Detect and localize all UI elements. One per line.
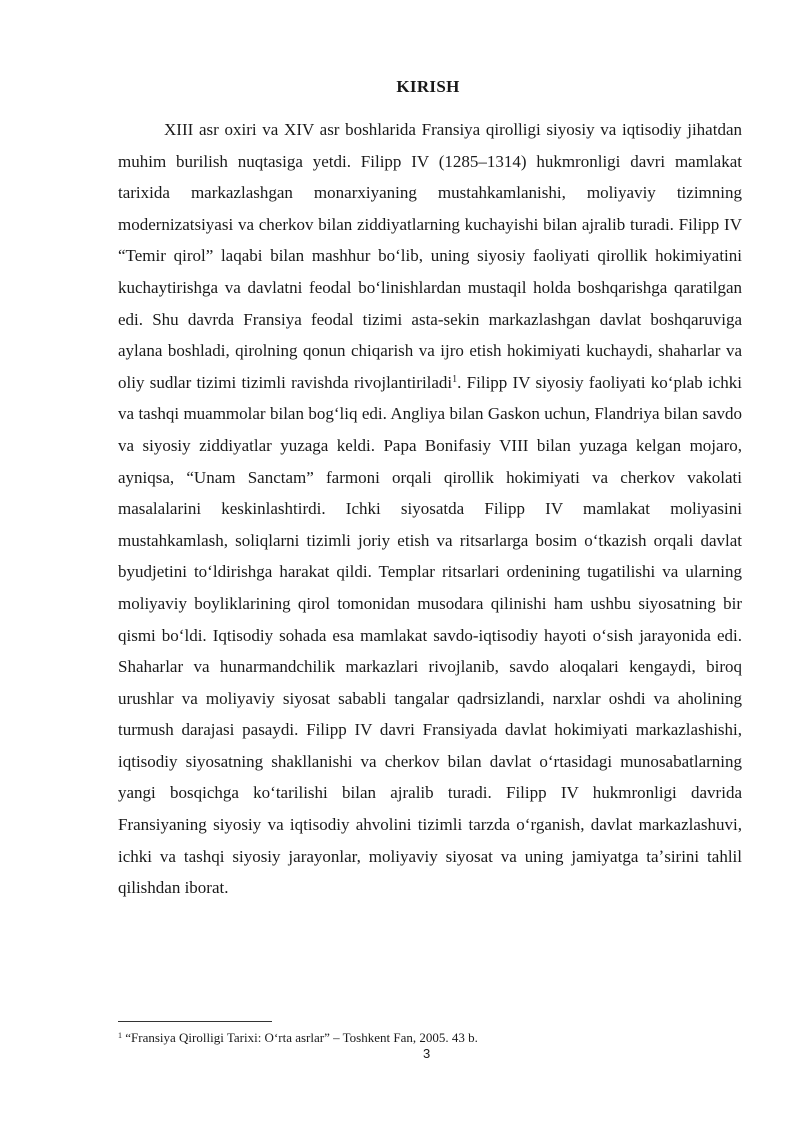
footnote-separator	[118, 1021, 272, 1022]
footnote-mark: 1	[118, 1031, 122, 1040]
paragraph-text-part-2: . Filipp IV siyosiy faoliyati koʻplab ichki va tashqi muammolar bilan bogʻliq edi. Angliya bilan Gaskon uchun, Flandriya bilan savdo va siyosiy ziddiyatlar yuzaga keldi. Papa Bonifasiy VIII bilan yuzaga kelgan mojaro, ayniqsa, “Unam Sanctam” farmoni orqali qirollik hokimiyati va cherkov vakolati masalalarini keskinlashtirdi. Ichki siyosatda Filipp IV mamlakat moliyasini mustahkamlash, soliqlarni tizimli joriy etish va ritsarlarga bosim oʻtkazish orqali davlat byudjetini toʻldirishga harakat qildi. Templar ritsarlari ordenining tugatilishi va ularning moliyaviy boyliklarining qirol tomonidan musodara qilinishi ham ushbu siyosatning bir qismi boʻldi. Iqtisodiy sohada esa mamlakat savdo-iqtisodiy hayoti oʻsish jarayonida edi. Shaharlar va hunarmandchilik markazlari rivojlanib, savdo aloqalari kengaydi, biroq urushlar va moliyaviy siyosat sababli tangalar qadrsizlandi, narxlar oshdi va aholining turmush darajasi pasaydi. Filipp IV davri Fransiyada davlat hokimiyati markazlashishi, iqtisodiy siyosatning shakllanishi va cherkov bilan davlat oʻrtasidagi munosabatlarning yangi bosqichga koʻtarilishi bilan ajralib turadi. Filipp IV hukmronligi davrida Fransiyaning siyosiy va iqtisodiy ahvolini tizimli tarzda oʻrganish, davlat markazlashuvi, ichki va tashqi siyosiy jarayonlar, moliyaviy siyosat va uning jamiyatga taʼsirini tahlil qilishdan iborat.	[118, 372, 742, 898]
section-heading: KIRISH	[396, 77, 460, 96]
footnote	[118, 1030, 742, 1046]
footnote-text: “Fransiya Qirolligi Tarixi: Oʻrta asrlar” – Toshkent Fan, 2005. 43 b.	[122, 1030, 478, 1045]
body-paragraph	[118, 114, 742, 904]
paragraph-text-part-1: XIII asr oxiri va XIV asr boshlarida Fransiya qirolligi siyosiy va iqtisodiy jihatdan muhim burilish nuqtasiga yetdi. Filipp IV (1285–1314) hukmronligi davri mamlakat tarixida markazlashgan monarxiyaning mustahkamlanishi, moliyaviy tizimning modernizatsiyasi va cherkov bilan ziddiyatlarning kuchayishi bilan ajralib turadi. Filipp IV “Temir qirol” laqabi bilan mashhur boʻlib, uning siyosiy faoliyati qirollik hokimiyatini kuchaytirishga va davlatni feodal boʻlinishlardan mustaqil holda boshqarishga qaratilgan edi. Shu davrda Fransiya feodal tizimi asta-sekin markazlashgan davlat boshqaruviga aylana boshladi, qirolning qonun chiqarish va ijro etish hokimiyati kuchaydi, shaharlar va oliy sudlar tizimi tizimli ravishda rivojlantiriladi	[118, 120, 742, 392]
page-number: 3	[423, 1046, 431, 1061]
footnote-reference-mark[interactable]: 1	[452, 373, 458, 385]
